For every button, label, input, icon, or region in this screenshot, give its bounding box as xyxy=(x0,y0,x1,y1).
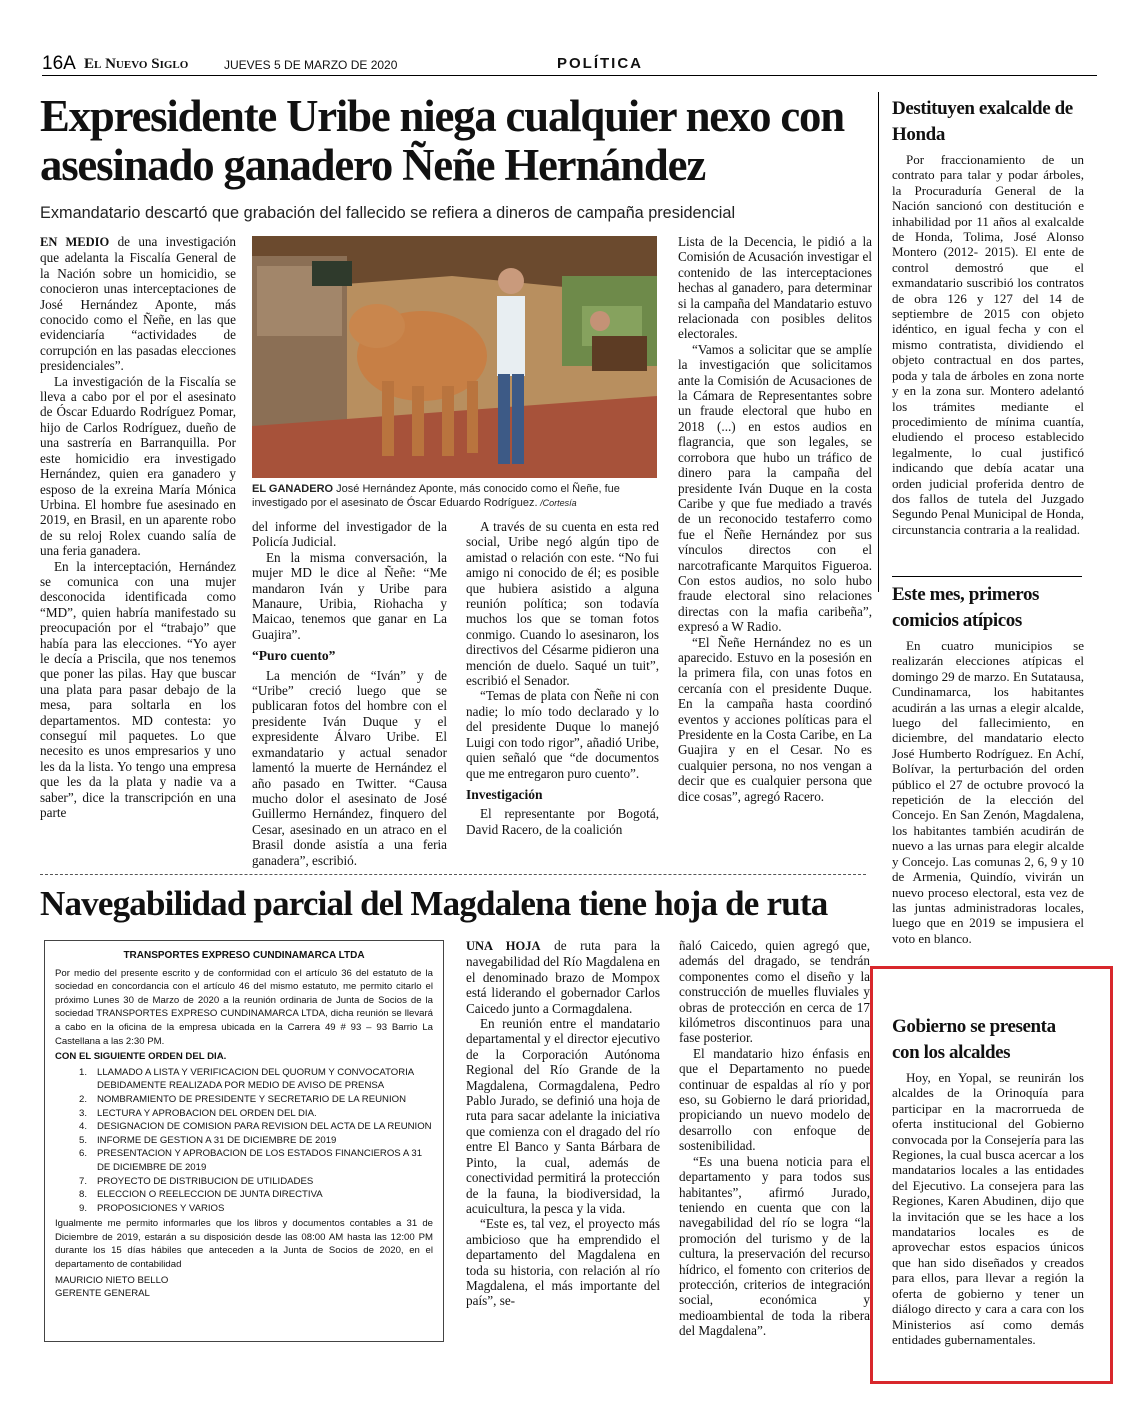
agenda-item: 2. NOMBRAMIENTO DE PRESIDENTE Y SECRETARIO DE LA REUNION xyxy=(79,1093,407,1105)
second-headline: Navegabilidad parcial del Magdalena tiene hoja de ruta xyxy=(40,884,828,923)
main-col3-p3: El representante por Bogotá, David Racero, de la coalición xyxy=(466,806,659,837)
agenda-item: 8. ELECCION O REELECCION DE JUNTA DIRECTIVA xyxy=(79,1189,323,1201)
main-col3-p1: A través de su cuenta en esta red social, Uribe negó algún tipo de amistad o relación con este. “No fui amigo ni conocido de él; es posible que hubiera asistido a alguna reunión política; son todavía muchos los que se toman fotos conmigo. Cuando lo asesinaron, los directivos del Césarme pidieron una mención de duelo. Saqué un tuit”, escribió el Senador. xyxy=(466,519,659,689)
agenda-item: 4. DESIGNACION DE COMISION PARA REVISION DEL ACTA DE LA REUNION xyxy=(79,1121,432,1133)
notice-agenda-list xyxy=(55,1066,433,1216)
main-col3-p2: “Temas de plata con Ñeñe ni con nadie; lo mío todo declarado y lo del presidente Duque lo manejó Luigi con todo rigor”, añadió Uribe, quien señaló que “de documentos que me entregaron puro cuento”. xyxy=(466,688,659,781)
photo-caption xyxy=(252,482,657,510)
page-number: 16A xyxy=(42,53,76,74)
main-col1-p2: La investigación de la Fiscalía se lleva a cabo por el por el asesinato de Óscar Eduardo Rodríguez Pomar, hijo de Carlos Rodríguez, dueño de una sastrería en Barranquilla. Por este homicidio era investigado Hernández, quien era ganadero y esposo de la exreina María Mónica Urbina. El hombre fue asesinado en 2019, en Brasil, en un aparente robo de su reloj Rolex cuando salía de una feria ganadera. xyxy=(40,373,236,559)
photo-credit: /Cortesía xyxy=(537,498,577,508)
agenda-item: 5. INFORME DE GESTION A 31 DE DICIEMBRE DE 2019 xyxy=(79,1134,337,1146)
main-subhead: Exmandatario descartó que grabación del fallecido se refiera a dineros de campaña presidencial xyxy=(40,204,736,222)
notice-title: TRANSPORTES EXPRESO CUNDINAMARCA LTDA xyxy=(123,950,365,961)
agenda-item: 6. PRESENTACION Y APROBACION DE LOS ESTADOS FINANCIEROS A 31 DE DICIEMBRE DE 2019 xyxy=(79,1148,423,1173)
legal-notice xyxy=(44,940,444,1342)
second-col2-p3: “Es una buena noticia para el departamento y para todos sus habitantes”, afirmó Jurado, teniendo en cuenta que con la navegabilidad del río se logra “la promoción del turismo y de la cultura, la preservación del recurso hídrico, el fomento con criterios de protección, criterios de integración social, económica y medioambiental de toda la ribera del Magdalena”. xyxy=(679,1153,870,1339)
main-column-2 xyxy=(252,519,447,868)
brief-text: Hoy, en Yopal, se reunirán los alcaldes de la Orinoquía para participar en la macrorrueda de oferta institucional del Gobierno convocada por la Consejería para las Regiones, la cual busca acercar a los mandatarios locales a las entidades del Ejecutivo. La consejera para las Regiones, Karen Abudinen, dijo que la invitación que se les hace a los mandatarios locales es de aprovechar estos espacios únicos que han sido diseñados y creados para ellos, para llevar a región la oferta de gobierno y tener un diálogo directo y cara a cara con los Ministerios así como demás entidades gubernamentales. xyxy=(892,1070,1084,1347)
cattle-photo xyxy=(252,236,657,478)
main-col2-p1: del informe del investigador de la Policía Judicial. xyxy=(252,519,447,550)
second-column-1 xyxy=(466,938,660,1309)
brief-text: Por fraccionamiento de un contrato para talar y podar árboles, la Procuraduría General de la Nación sancionó con destitución e inhabilidad por 11 años al exalcalde de Honda, Tolima, José Alonso Montero (2012- 2015). El ente de control demostró que el exmandatario suscribió los contratos de obra 126 y 127 del 14 de septiembre de 2015 con objeto idéntico, en igual fecha y con el mismo contratista, dividiendo el objeto contractual en dos partes, poda y tala de árboles en zona norte y en la zona sur. Montero adelantó los trámites mediante el procedimiento de mínima cuantía, eludiendo el proceso establecido legalmente, lo cual justificó indicando que debía acatar una orden judicial proferida dentro de dos fallos de tutela del Juzgado Segundo Penal Municipal de Honda, circunstancia contraria a la realidad. xyxy=(892,152,1084,537)
sidebar-brief-honda xyxy=(878,96,1084,537)
main-column-3 xyxy=(466,519,659,837)
notice-signer-name: MAURICIO NIETO BELLO xyxy=(55,1274,169,1286)
main-col2-p2: En la misma conversación, la mujer MD le dice al Ñeñe: “Me mandaron Iván y Uribe para Manaure, Uribia, Riohacha y Maicao, tenemos que ganar en La Guajira”. xyxy=(252,549,447,642)
main-col2-p3: La mención de “Iván” y de “Uribe” creció luego que se publicaran fotos del hombre con el presidente Iván Duque y el expresidente Álvaro Uribe. El exmandatario y actual senador lamentó la muerte de Hernández el año pasado en Twitter. “Causa mucho dolor el asesinato de José Guillermo Hernández, finquero del Cesar, asesinado en un atraco en el Brasil donde asistía a una feria ganadera”, escribió. xyxy=(252,667,447,868)
second-col1-p3: “Este es, tal vez, el proyecto más ambicioso que ha emprendido el departamento del Magdalena en toda su historia, con relación al río Magdalena, el más importante del país”, se- xyxy=(466,1216,660,1309)
agenda-item: 7. PROYECTO DE DISTRIBUCION DE UTILIDADES xyxy=(79,1175,314,1187)
sidebar-divider xyxy=(892,576,1082,577)
brief-title: Este mes, primeros comicios atípicos xyxy=(892,584,1040,631)
notice-intro: Por medio del presente escrito y de conformidad con el artículo 36 del estatuto de la sociedad en concordancia con el artículo 46 del mismo estatuto, me permito citarlo el próximo Lunes 30 de Marzo de 2020 a la reunión ordinaria de Junta de Socios de la sociedad TRANSPORTES EXPRESO CUNDINAMARCA LTDA, dicha reunión se llevará a cabo en la oficina de la empresa ubicada en la Carrera 49 # 93 – 93 Barrio La Castellana a las 2:30 PM. xyxy=(55,967,433,1047)
notice-agenda-title: CON EL SIGUIENTE ORDEN DEL DIA. xyxy=(55,1051,227,1063)
caption-label: EL GANADERO xyxy=(252,483,334,495)
second-kicker: UNA HOJA xyxy=(466,939,541,953)
brief-title: Destituyen exalcalde de Honda xyxy=(892,98,1073,145)
main-col4-p2: “Vamos a solicitar que se amplíe la investigación que solicitamos ante la Comisión de Acusaciones de la Cámara de Representantes sobre un fraude electoral que hubo en 2018 (...) en estos audios en flagrancia, que son legales, se corrobora que hubo un tráfico de dinero para la campaña del presidente Iván Duque en la costa Caribe y que fue mediado a través de un reconocido testaferro como fue el Ñeñe Hernández por sus vínculos directos con el narcotraficante Marquitos Figueroa. Con estos audios, no solo hubo fraude electoral sino relaciones directas con la mafia caribeña”, expresó a W Radio. xyxy=(678,341,872,635)
second-col1-p2: En reunión entre el mandatario departamental y el director ejecutivo de la Corporación Autónoma Regional del Río Grande de la Magdalena, Cormagdalena, Pedro Pablo Jurado, se definió una hoja de ruta para sacar adelante la iniciativa que comienza con el dragado del río entre El Banco y Santa Bárbara de Pinto, la cual, además de conectividad permitirá la protección de la fauna, la biodiversidad, la acuicultura, la pesca y la vida. xyxy=(466,1016,660,1216)
agenda-item: 9. PROPOSICIONES Y VARIOS xyxy=(79,1202,225,1214)
main-column-1 xyxy=(40,234,236,820)
second-column-2 xyxy=(679,938,870,1339)
page-folio xyxy=(42,54,1097,76)
cattle-photo-image xyxy=(252,236,657,478)
brief-title: Gobierno se presenta con los alcaldes xyxy=(892,1016,1056,1063)
agenda-item: 1. LLAMADO A LISTA Y VERIFICACION DEL QUORUM Y CONVOCATORIA DEBIDAMENTE REALIZADA POR MEDIO DE AVISO DE PRENSA xyxy=(79,1066,414,1092)
sidebar-brief-comicios xyxy=(878,582,1084,958)
brief-text: En cuatro municipios se realizarán elecciones atípicas el domingo 29 de marzo. En Sutatausa, Cundinamarca, los habitantes acudirán a las urnas a elegir alcalde, luego del fallecimiento, en diciembre, del mandatario electo José Humberto Rodríguez. En Achí, Bolívar, la perturbación del orden público el 27 de octubre provocó la repetición de la elección del Concejo. En San Zenón, Magdalena, los habitantes también acudirán de nuevo a las urnas para elegir alcalde y Concejo. Las comunas 2, 6, 9 y 10 de Armenia, Quindío, vivirán un nuevo proceso electoral, esta vez de las juntas administradoras locales, luego que en 2019 se impusiera el voto en blanco. xyxy=(892,638,1084,946)
highlight-box xyxy=(870,966,1113,1384)
section-name: POLÍTICA xyxy=(557,55,643,72)
issue-date: JUEVES 5 DE MARZO DE 2020 xyxy=(224,58,398,72)
second-col1-p1: de ruta para la navegabilidad del Río Magdalena en el denominado brazo de Mompox está liderando el gobernador Carlos Caicedo junto a Cormagdalena. xyxy=(466,938,660,1016)
second-col2-p2: El mandatario hizo énfasis en que el Departamento no puede continuar de espaldas al río y por eso, su Gobierno le dará prioridad, propiciando un nuevo modelo de desarrollo con enfoque de sostenibilidad. xyxy=(679,1045,870,1154)
notice-closing: Igualmente me permito informarles que los libros y documentos contables a 31 de Diciembre de 2019, estarán a su disposición desde las 08:00 AM hasta las 12:00 PM durante los 15 días hábiles que anteceden a la Junta de Socios de 2020, en el departamento de contabilidad xyxy=(55,1218,433,1271)
story-divider xyxy=(40,874,866,875)
main-column-4 xyxy=(678,234,872,804)
subtitle-investigacion: Investigación xyxy=(466,786,543,802)
main-kicker: EN MEDIO xyxy=(40,235,110,249)
caption-text: José Hernández Aponte, más conocido como el Ñeñe, fue investigado por el asesinato de Óscar Eduardo Rodríguez. xyxy=(252,483,620,509)
main-headline: Expresidente Uribe niega cualquier nexo con asesinado ganadero Ñeñe Hernández xyxy=(40,91,844,190)
main-col1-p1: de una investigación que adelanta la Fiscalía General de la Nación sobre un homicidio, se conocieron unas interceptaciones de José Hernández Aponte, más conocido como el Ñeñe, en las que evidenciaría “actividades de corrupción en las pasadas elecciones presidenciales”. xyxy=(40,234,236,374)
agenda-item: 3. LECTURA Y APROBACION DEL ORDEN DEL DIA. xyxy=(79,1107,317,1119)
main-col1-p3: En la interceptación, Hernández se comunica con una mujer desconocida identificada como “MD”, quien habría manifestado su preocupación por el “trabajo” que había para las elecciones. “Yo ayer le decía a Priscila, que nos tenemos que poner las pilas. Hay que buscar una plata para pasar debajo de la mesa, para soltarla en los departamentos. MD contesta: yo conseguí mil paquetes. Lo que necesito es unos empresarios y uno les da la lista. Yo tengo una empresa que les da la plata y nadie va a saber”, dice la transcripción en una parte xyxy=(40,558,236,821)
main-col4-p1: Lista de la Decencia, le pidió a la Comisión de Acusación investigar el contenido de las interceptaciones hechas al ganadero, para determinar si la campaña del Mandatario estuvo relacionada con posibles delitos electorales. xyxy=(678,234,872,342)
subtitle-puro-cuento: “Puro cuento” xyxy=(252,648,336,664)
second-col2-p1: ñaló Caicedo, quien agregó que, además del dragado, se tendrán componentes como el diseño y la construcción de muelles fluviales y obras de protección en cerca de 17 kilómetros discontinuos para una fase posterior. xyxy=(679,938,870,1046)
newspaper-name: El Nuevo Siglo xyxy=(84,56,189,72)
main-col4-p3: “El Ñeñe Hernández no es un aparecido. Estuvo en la posesión en la primera fila, con unas fotos en cercanía con el presidente Duque. En la campaña hasta coordinó eventos y acciones políticas para el Presidente en la Costa Caribe, en La Guajira y en el Cesar. No es cualquier persona, no nos vengan a decir que es cualquier persona que dice cosas”, agregó Racero. xyxy=(678,634,872,804)
notice-signer-title: GERENTE GENERAL xyxy=(55,1288,150,1300)
